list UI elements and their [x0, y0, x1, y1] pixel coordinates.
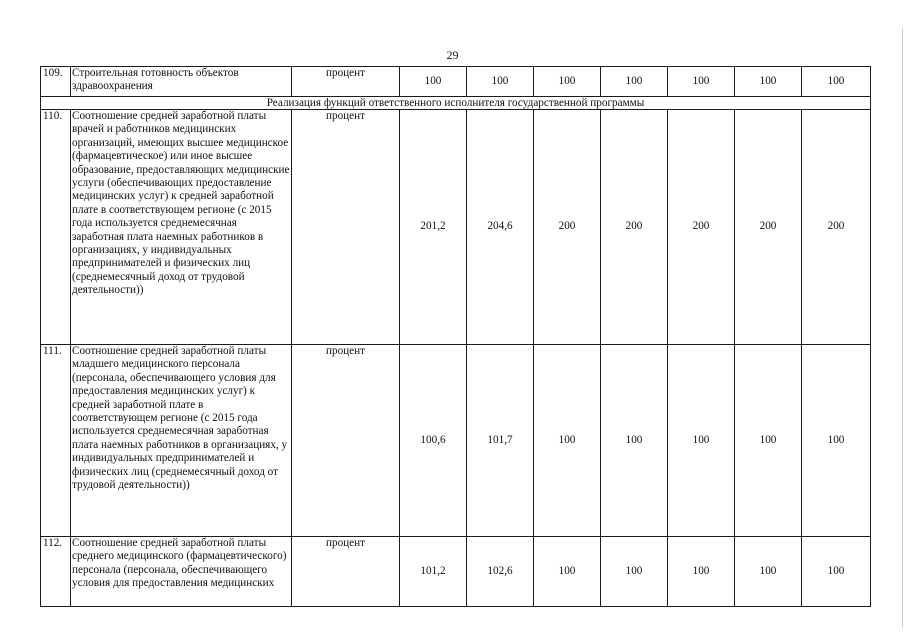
value-cell: 100 [802, 67, 871, 97]
indicator-name: Соотношение средней заработной платы младшего медицинского персонала (персонала, обеспечивающего условия для предоставления медицинских услуг) к средней заработной плате в соответствующем регионе (с 2015 года используется среднемесячная заработная плата наемных работников в организациях, у индивидуальных предпринимателей и физических лиц (среднемесячный доход от трудовой деятельности)) [71, 345, 292, 537]
page-number: 29 [446, 48, 459, 62]
value-cell: 100 [668, 345, 735, 537]
row-number: 110. [41, 110, 71, 345]
value-cell: 100 [467, 67, 534, 97]
row-number: 111. [41, 345, 71, 537]
value-cell: 100 [534, 67, 601, 97]
value-cell: 100 [735, 67, 802, 97]
value-cell: 100 [802, 537, 871, 607]
unit-cell: процент [292, 67, 400, 97]
value-cell: 200 [802, 110, 871, 345]
table-row [41, 345, 871, 537]
value-cell: 100 [601, 537, 668, 607]
row-number: 109. [41, 67, 71, 97]
value-cell: 200 [534, 110, 601, 345]
value-cell: 101,2 [400, 537, 467, 607]
value-cell: 100 [668, 67, 735, 97]
row-number: 112. [41, 537, 71, 607]
value-cell: 200 [668, 110, 735, 345]
table-row [41, 110, 871, 345]
value-cell: 100 [735, 345, 802, 537]
value-cell: 100 [668, 537, 735, 607]
value-cell: 100 [735, 537, 802, 607]
value-cell: 204,6 [467, 110, 534, 345]
value-cell: 201,2 [400, 110, 467, 345]
unit-cell: процент [292, 345, 400, 537]
indicator-name: Соотношение средней заработной платы среднего медицинского (фармацевтического) персонала (персонала, обеспечивающего условия для предоставления медицинских [71, 537, 292, 607]
value-cell: 100 [400, 67, 467, 97]
value-cell: 100,6 [400, 345, 467, 537]
value-cell: 100 [802, 345, 871, 537]
unit-cell: процент [292, 110, 400, 345]
table-row [41, 537, 871, 607]
indicator-name: Строительная готовность объектов здравоохранения [71, 67, 292, 97]
value-cell: 100 [601, 67, 668, 97]
indicators-table [40, 66, 871, 607]
unit-cell: процент [292, 537, 400, 607]
value-cell: 101,7 [467, 345, 534, 537]
indicator-name: Соотношение средней заработной платы врачей и работников медицинских организаций, имеющих высшее медицинское (фармацевтическое) или иное высшее образование, предоставляющих медицинские услуги (обеспечивающих предоставление медицинских услуг) к средней заработной плате в соответствующем регионе (с 2015 года используется среднемесячная заработная плата наемных работников в организациях, у индивидуальных предпринимателей и физических лиц (среднемесячный доход от трудовой деятельности)) [71, 110, 292, 345]
section-row [41, 97, 871, 110]
scan-edge-line [902, 28, 903, 628]
value-cell: 102,6 [467, 537, 534, 607]
value-cell: 100 [534, 537, 601, 607]
value-cell: 200 [601, 110, 668, 345]
section-title: Реализация функций ответственного исполнителя государственной программы [41, 97, 871, 110]
value-cell: 100 [534, 345, 601, 537]
table-row [41, 67, 871, 97]
value-cell: 200 [735, 110, 802, 345]
value-cell: 100 [601, 345, 668, 537]
